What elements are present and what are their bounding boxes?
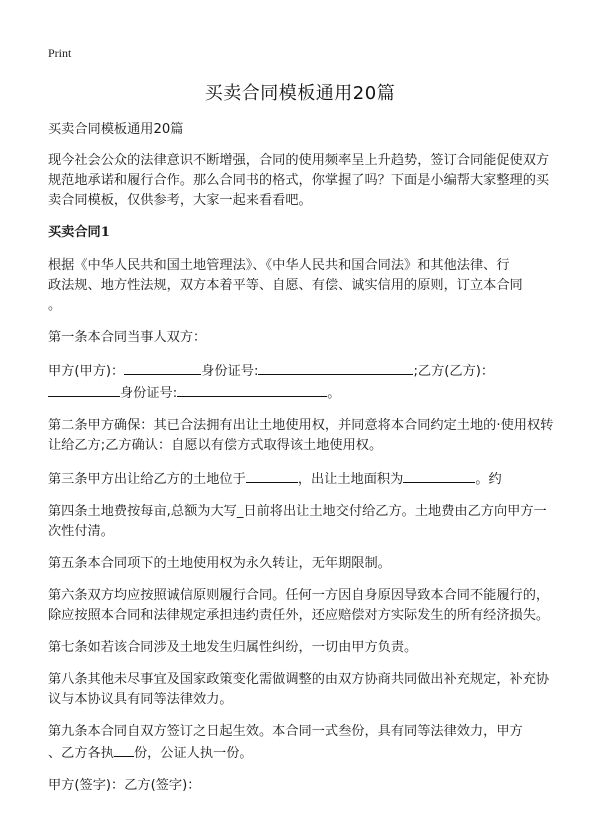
intro-paragraph: 现今社会公众的法律意识不断增强，合同的使用频率呈上升趋势，签订合同能促使双方规范地承诺和履行合作。那么合同书的格式，你掌握了吗？下面是小编帮大家整理的买卖合同模板，仅供参考，大家一起来看看吧。 (48, 153, 550, 208)
party-a-name-blank (124, 360, 201, 375)
article-9-text-1: 、乙方各执 (48, 746, 114, 761)
document-subtitle: 买卖合同模板通用20篇 (48, 122, 184, 137)
preamble-line-1: 根据《中华人民共和国土地管理法》、《中华人民共和国合同法》和其他法律、行 (48, 258, 510, 273)
section-heading: 买卖合同1 (48, 225, 110, 240)
article-9-text-2: 份，公证人执一份。 (133, 746, 253, 761)
article-3 (48, 468, 558, 490)
article-8: 第八条其他未尽事宜及国家政策变化需做调整的由双方协商共同做出补充规定，补充协议与本协议具有同等法律效力。 (48, 672, 550, 707)
land-area-blank (403, 468, 475, 483)
parties-line-2 (48, 382, 558, 404)
article-9-line-2 (48, 742, 558, 764)
preamble-line-2: 政法规、地方性法规，双方本着平等、自愿、有偿、诚实信用的原则，订立本合同 (48, 278, 523, 293)
article-9 (48, 722, 558, 764)
article-3-text-2: ，出让土地面积为 (297, 472, 404, 487)
party-a-id-blank (258, 360, 413, 375)
id-label-b: 身份证号: (120, 386, 178, 401)
article-6: 第六条双方均应按照诚信原则履行合同。任何一方因自身原因导致本合同不能履行的，除应按照本合同和法律规定承担违约责任外，还应赔偿对方实际发生的所有经济损失。 (48, 588, 550, 623)
parties-end-mark: 。 (327, 386, 341, 401)
preamble-line-3: 。 (48, 298, 62, 313)
article-7: 第七条如若该合同涉及土地发生归属性纠纷，一切由甲方负责。 (48, 640, 418, 655)
parties-line-1 (48, 360, 558, 382)
copies-count-blank (114, 742, 134, 757)
article-1: 第一条本合同当事人双方： (48, 330, 207, 345)
article-3-text-3: 。约 (475, 472, 502, 487)
party-a-label: 甲方(甲方)： (48, 364, 125, 379)
signature-line: 甲方(签字)：乙方(签字)： (48, 778, 201, 793)
article-5: 第五条本合同项下的土地使用权为永久转让，无年期限制。 (48, 556, 391, 571)
parties-paragraph (48, 360, 558, 404)
article-3-text-1: 第三条甲方出让给乙方的土地位于 (48, 472, 246, 487)
preamble-paragraph (48, 256, 558, 316)
page-title: 买卖合同模板通用20篇 (204, 83, 396, 104)
article-9-line-1: 第九条本合同自双方签订之日起生效。本合同一式叁份，具有同等法律效力，甲方 (48, 724, 523, 739)
party-b-name-blank (48, 382, 120, 397)
article-2: 第二条甲方确保：其已合法拥有出让土地使用权，并同意将本合同约定土地的·使用权转让给乙方;乙方确认：自愿以有偿方式取得该土地使用权。 (48, 418, 554, 453)
land-location-blank (246, 468, 298, 483)
document-body (48, 120, 558, 808)
print-link[interactable]: Print (48, 46, 72, 60)
party-b-id-blank (177, 382, 327, 397)
id-label-a: 身份证号: (201, 364, 259, 379)
article-4: 第四条土地费按每亩,总额为大写_日前将出让土地交付给乙方。土地费由乙方向甲方一次性付清。 (48, 504, 547, 539)
party-b-label: ;乙方(乙方)： (413, 364, 495, 379)
